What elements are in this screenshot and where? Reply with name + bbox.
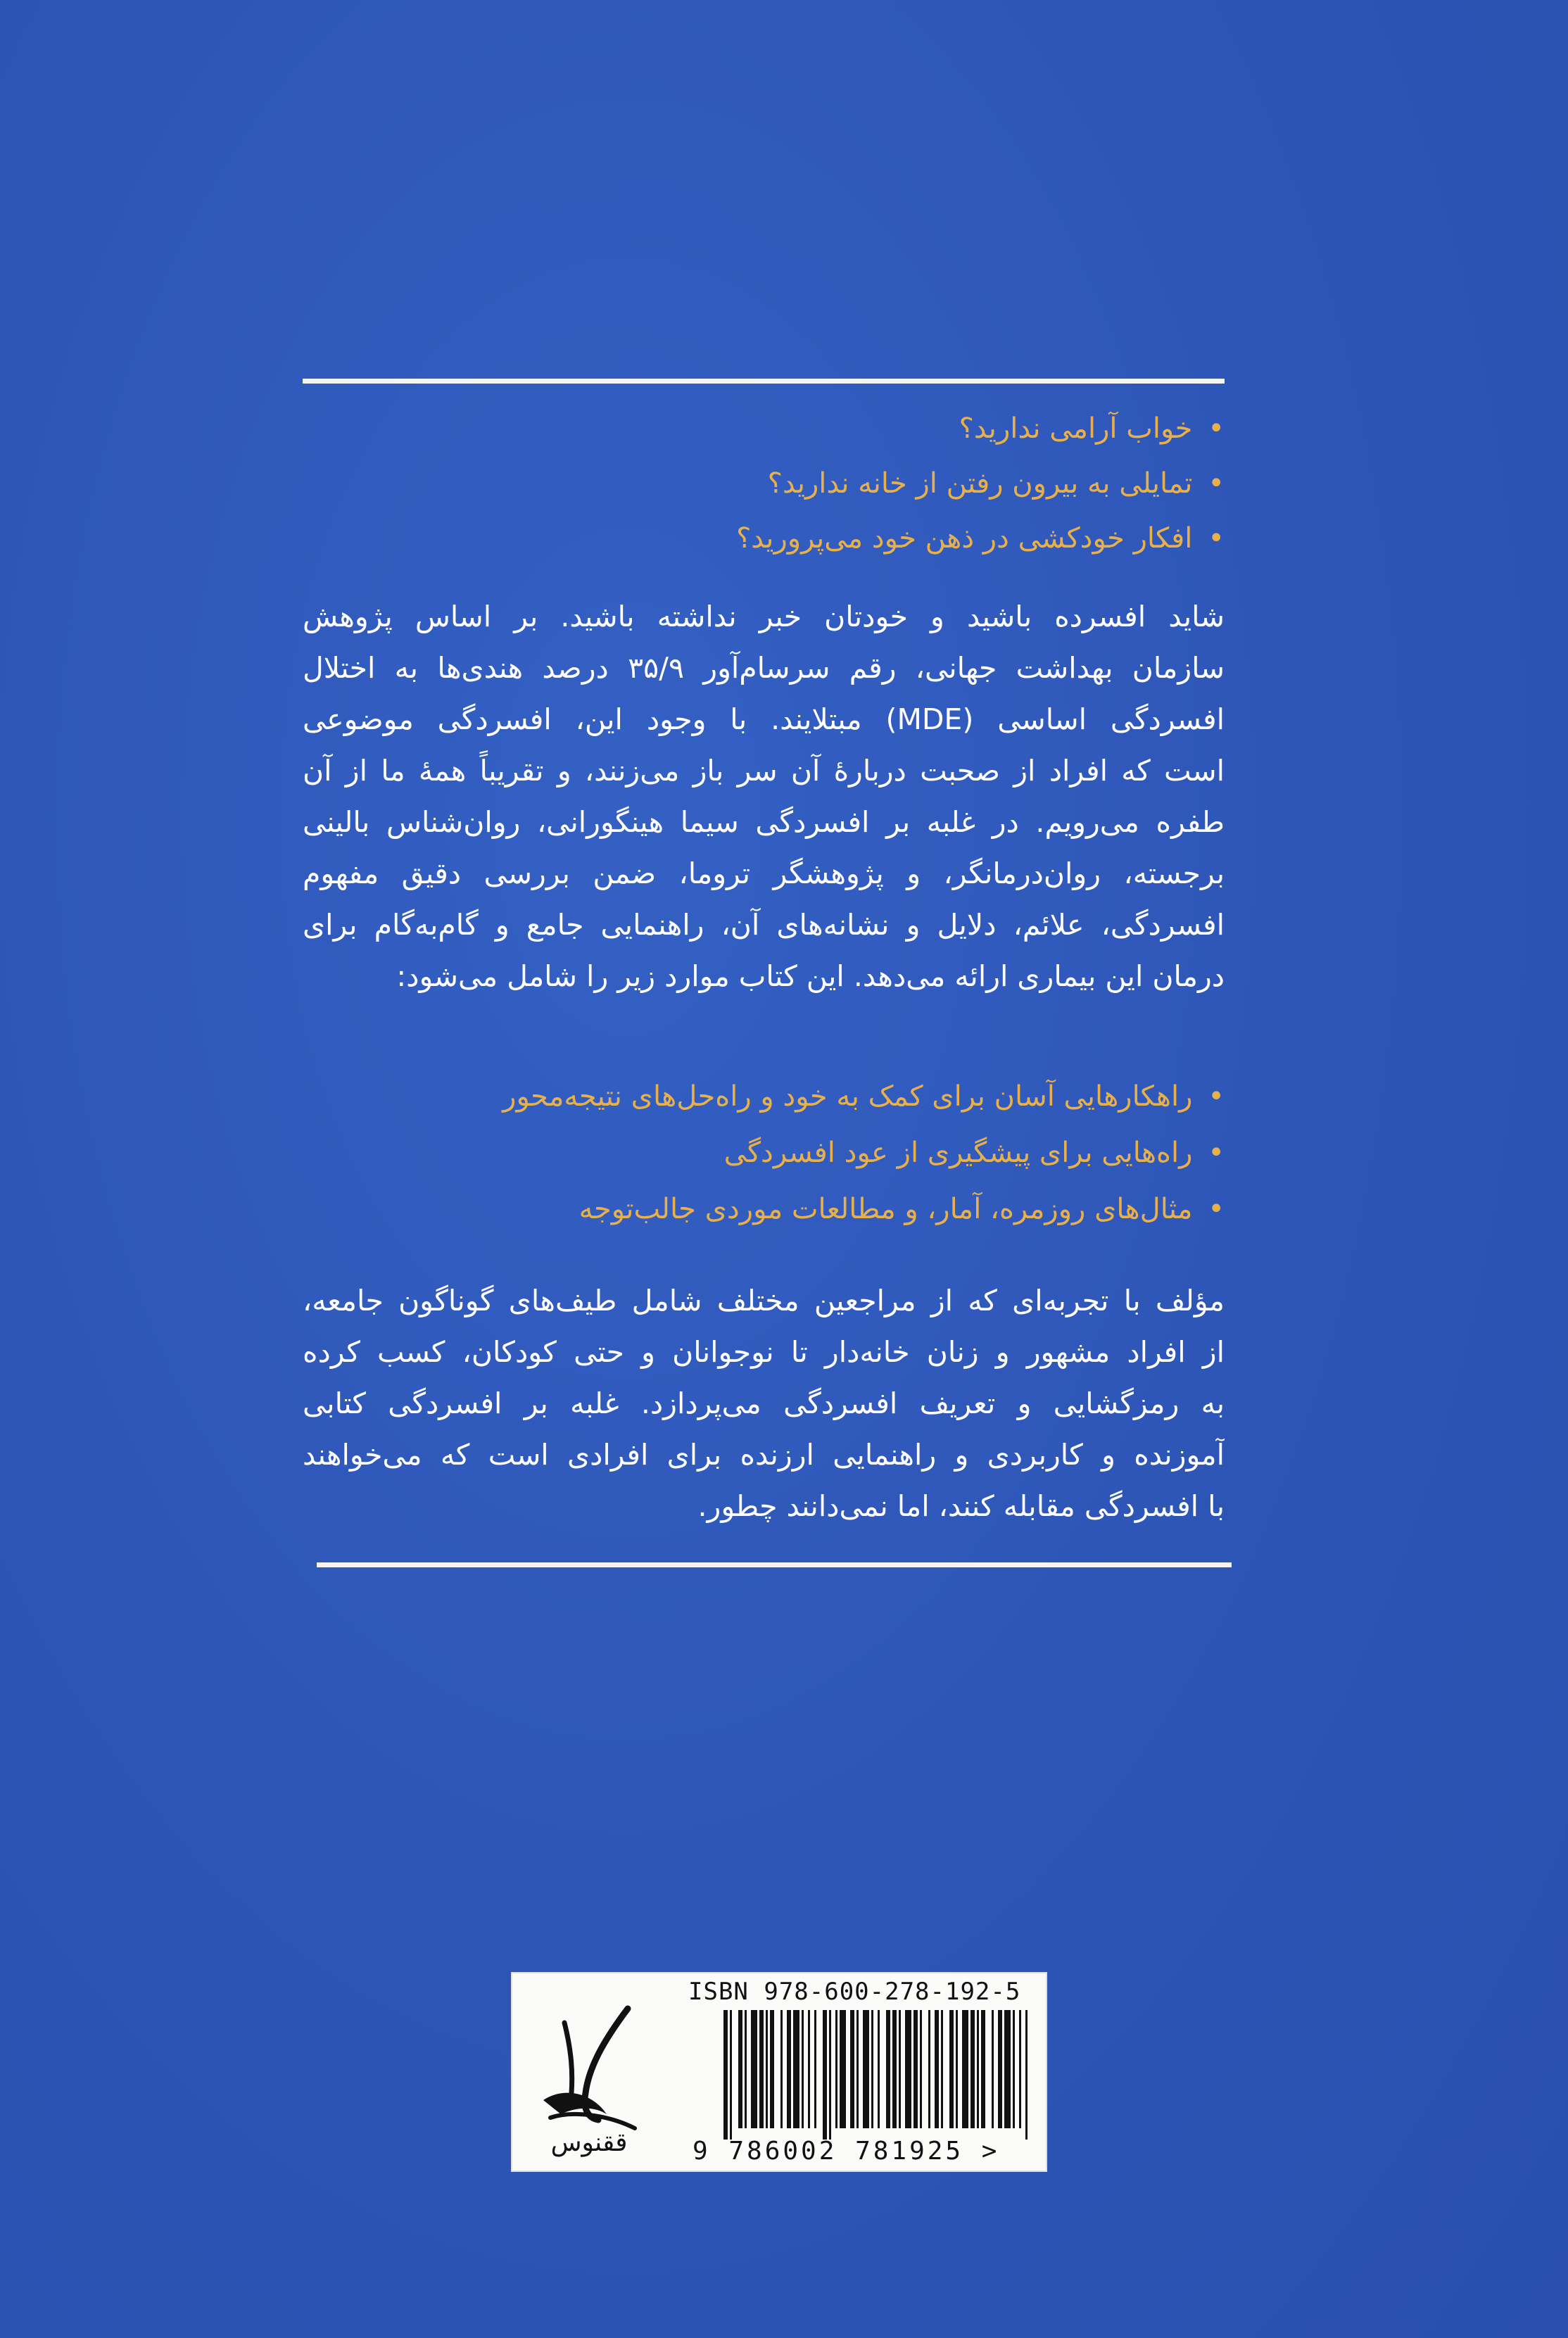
- barcode-bar: [856, 2010, 859, 2128]
- question-item: • افکار خودکشی در ذهن خود می‌پرورید؟: [303, 511, 1225, 566]
- barcode-bar: [1025, 2010, 1028, 2140]
- benefit-item: • مثال‌های روزمره، آمار، و مطالعات موردی جالب‌توجه: [303, 1181, 1225, 1237]
- barcode-bar: [905, 2010, 911, 2128]
- paragraph-line: شاید افسرده باشید و خودتان خبر نداشته باشید. بر اساس پژوهش: [303, 600, 1225, 633]
- barcode-bar: [956, 2010, 958, 2128]
- barcode-bar: [759, 2010, 764, 2128]
- barcode-bar: [814, 2010, 816, 2128]
- barcode-bar: [928, 2010, 930, 2128]
- paragraph-line: برجسته، روان‌درمانگر، و پژوهشگر تروما، ضمن بررسی دقیق مفهوم: [303, 857, 1225, 890]
- barcode-bar: [751, 2010, 757, 2128]
- isbn-label: ISBN 978-600-278-192-5: [688, 1978, 1021, 2006]
- barcode-icon: [721, 2010, 1030, 2140]
- bullet-icon: •: [1208, 1193, 1225, 1225]
- barcode-bar: [935, 2010, 939, 2128]
- barcode-bar: [730, 2010, 732, 2140]
- barcode-bar: [738, 2010, 742, 2128]
- paragraph-line: سازمان بهداشت جهانی، رقم سرسام‌آور ۳۵/۹ درصد هندی‌ها به اختلال: [303, 651, 1225, 685]
- paragraph-line: با افسردگی مقابله کنند، اما نمی‌دانند چطور.: [697, 1489, 1225, 1523]
- barcode-bar: [949, 2010, 954, 2128]
- paragraph-line: افسردگی، علائم، دلایل و نشانه‌های آن، راهنمایی جامع و گام‌به‌گام برای: [303, 908, 1225, 942]
- barcode-bar: [723, 2010, 728, 2140]
- bullet-icon: •: [1208, 1137, 1225, 1169]
- bullet-icon: •: [1208, 467, 1225, 500]
- paragraph-line: آموزنده و کاربردی و راهنمایی ارزنده برای افرادی است که می‌خواهند: [303, 1438, 1225, 1472]
- benefit-list: [303, 1068, 1225, 1237]
- question-list: [303, 401, 1225, 566]
- barcode-bar: [863, 2010, 869, 2128]
- barcode-bar: [892, 2010, 897, 2128]
- barcode-bar: [1004, 2010, 1011, 2128]
- barcode-bar: [823, 2010, 827, 2140]
- paragraph-line: به رمزگشایی و تعریف افسردگی می‌پردازد. غلبه بر افسردگی کتابی: [303, 1386, 1225, 1420]
- barcode-bar: [992, 2010, 994, 2128]
- barcode-bar: [886, 2010, 890, 2128]
- paragraph-line: افسردگی اساسی (MDE) مبتلایند. با وجود این، افسردگی موضوعی: [303, 702, 1225, 736]
- barcode-bar: [787, 2010, 791, 2128]
- barcode-bar: [1019, 2010, 1021, 2128]
- barcode-bar: [913, 2010, 918, 2128]
- barcode-bar: [878, 2010, 880, 2128]
- barcode-bar: [840, 2010, 846, 2128]
- barcode-bar: [871, 2010, 873, 2128]
- barcode-bar: [766, 2010, 768, 2128]
- benefit-item: • راهکارهایی آسان برای کمک به خود و راه‌حل‌های نتیجه‌محور: [303, 1068, 1225, 1125]
- bullet-icon: •: [1208, 1080, 1225, 1113]
- paragraph-line: است که افراد از صحبت دربارهٔ آن سر باز می‌زنند، و تقریباً همهٔ ما از آن: [303, 754, 1225, 788]
- barcode-bar: [970, 2010, 975, 2128]
- bullet-icon: •: [1208, 522, 1225, 555]
- barcode-bar: [802, 2010, 804, 2128]
- barcode-bar: [962, 2010, 968, 2128]
- barcode-bar: [745, 2010, 747, 2128]
- barcode-bar: [770, 2010, 774, 2128]
- barcode-bar: [998, 2010, 1002, 2128]
- barcode-bar: [941, 2010, 943, 2128]
- intro-paragraph: [303, 591, 1225, 1002]
- publisher-logo-text: ققنوس: [550, 2128, 628, 2157]
- barcode-bar: [977, 2010, 979, 2128]
- question-item: • خواب آرامی ندارید؟: [303, 401, 1225, 456]
- barcode-bar: [808, 2010, 810, 2128]
- barcode-bar: [920, 2010, 922, 2128]
- author-paragraph: [303, 1275, 1225, 1532]
- barcode-bar: [780, 2010, 783, 2128]
- barcode-bar: [981, 2010, 985, 2128]
- question-item: • تمایلی به بیرون رفتن از خانه ندارید؟: [303, 456, 1225, 511]
- paragraph-line: مؤلف با تجربه‌ای که از مراجعین مختلف شامل طیف‌های گوناگون جامعه،: [303, 1284, 1225, 1318]
- paragraph-line: درمان این بیماری ارائه می‌دهد. این کتاب موارد زیر را شامل می‌شود:: [396, 959, 1225, 993]
- paragraph-line: از افراد مشهور و زنان خانه‌دار تا نوجوانان و حتی کودکان، کسب کرده: [303, 1335, 1225, 1369]
- barcode-bar: [1013, 2010, 1015, 2128]
- bottom-rule: [317, 1562, 1232, 1567]
- bullet-icon: •: [1208, 412, 1225, 445]
- barcode-bar: [899, 2010, 901, 2128]
- benefit-item: • راه‌هایی برای پیشگیری از عود افسردگی: [303, 1125, 1225, 1181]
- top-rule: [303, 379, 1225, 384]
- barcode-bar: [850, 2010, 854, 2128]
- barcode-bar: [835, 2010, 837, 2128]
- barcode-digits: 9 786002 781925 >: [693, 2137, 1000, 2166]
- barcode-bar: [793, 2010, 799, 2128]
- barcode-bar: [829, 2010, 831, 2140]
- publisher-logo-icon: [522, 1995, 656, 2163]
- paragraph-line: طفره می‌رویم. در غلبه بر افسردگی سیما هینگورانی، روان‌شناس بالینی: [303, 805, 1225, 839]
- isbn-panel: [511, 1972, 1047, 2172]
